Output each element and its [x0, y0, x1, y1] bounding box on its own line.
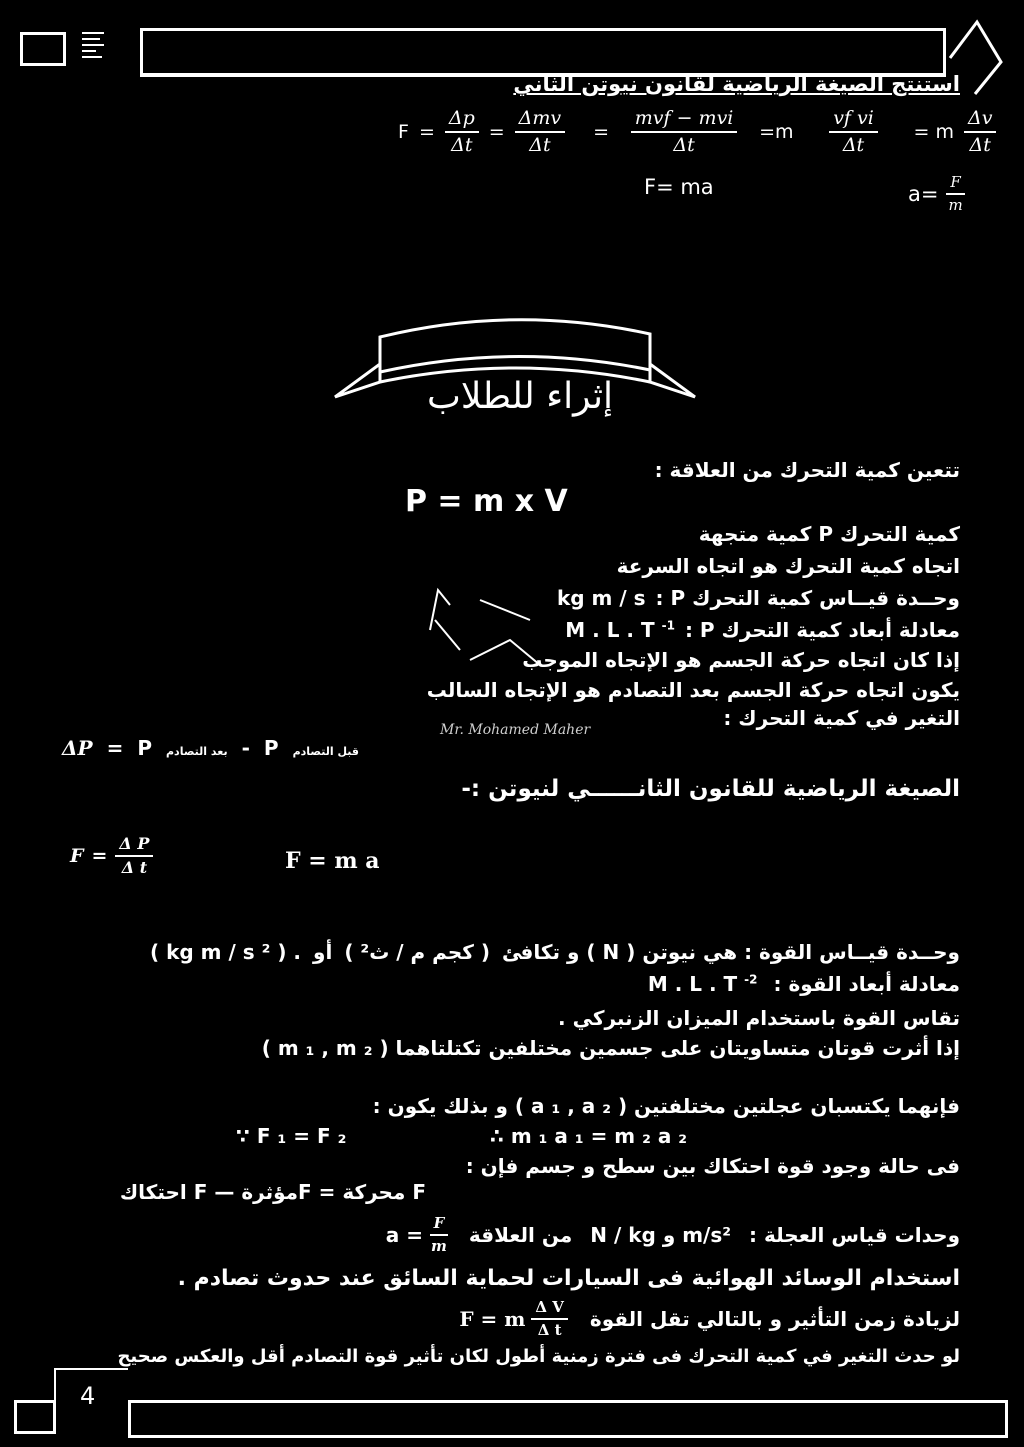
momentum-formula: P = m x V	[405, 484, 568, 519]
frac-velocity-diff: $\frac{\text{vf vi}}{\Delta t}$	[804, 109, 904, 155]
top-left-square	[20, 32, 66, 66]
therefore-equation: ∴ m ₁ a ₁ = m ₂ a ₂	[490, 1124, 688, 1148]
force-unit-line: وحــدة قيــاس القوة : هي نيوتن ( N ) و تكافئ ( كجم م / ث² ) أو ( kg m / s ² ) .	[149, 940, 960, 964]
page-number: 4	[80, 1382, 96, 1410]
derivation-equation: F = $\frac{\Delta p}{\Delta t}$ = $\frac{\text{Δmv}}{\Delta t}$ = $\frac{\text{mvf − mvi}}{\Delta t}$ =m $\frac{\text{vf vi}}{\Delta t}$ = m $\frac{\Delta v}{\Delta t}$	[398, 106, 996, 158]
menu-lines-icon	[80, 28, 108, 64]
impact-time-line: لزيادة زمن التأثير و بالتالي تقل القوة F = m $\frac{\text{Δ V}}{\text{Δ t}}$	[459, 1298, 960, 1339]
airbag-line: استخدام الوسائد الهوائية فى السيارات لحماية السائق عند حدوث تصادم .	[177, 1266, 960, 1291]
banner-title: إثراء للطلاب	[426, 376, 614, 417]
reverse-line: لو حدث التغير في كمية التحرك فى فترة زمنية أطول لكان تأثير قوة التصادم أقل والعكس صحيح	[117, 1346, 960, 1367]
top-bar	[140, 28, 946, 77]
second-law-ma: F = m a	[285, 848, 380, 874]
second-law-title: الصيغة الرياضية للقانون الثانــــــي لنيوتن :-	[461, 776, 960, 802]
momentum-intro: تتعين كمية التحرك من العلاقة :	[654, 458, 960, 482]
net-force: F محركة = Fمؤثرة — F احتكاك	[119, 1180, 426, 1204]
bottom-bar	[128, 1400, 1008, 1438]
frac-dv-dt: $\frac{\Delta v}{\Delta t}$	[964, 109, 996, 155]
momentum-line-1: كمية التحرك P كمية متجهة	[698, 522, 960, 546]
collision-sketch	[420, 560, 560, 690]
because-equation: ∵ F ₁ = F ₂	[236, 1124, 347, 1148]
frac-momentum-diff: $\frac{\text{mvf − mvi}}{\Delta t}$	[619, 109, 749, 155]
frac-dp-dt: $\frac{\Delta p}{\Delta t}$	[445, 109, 479, 155]
momentum-line-6: يكون اتجاه حركة الجسم بعد التصادم هو الإتجاه السالب	[426, 678, 960, 702]
force-accel-line: فإنهما يكتسبان عجلتين مختلفتين ( a ₁ , a ₂ ) و بذلك يكون :	[372, 1094, 960, 1118]
momentum-line-2: اتجاه كمية التحرك هو اتجاه السرعة	[616, 554, 960, 578]
momentum-change-equation: ΔP = P بعد التصادم - P قبل التصادم	[62, 736, 359, 760]
frac-dmv-dt: $\frac{\text{Δmv}}{\Delta t}$	[515, 109, 565, 155]
section-heading: استنتج الصيغة الرياضية لقانون نيوتن الثاني	[513, 72, 960, 96]
force-dim-line: معادلة أبعاد القوة : M . L . T $^{-2}$	[647, 972, 960, 996]
a-equals: a= $\frac{F}{m}$	[908, 175, 967, 213]
momentum-unit-line: وحــدة قيــاس كمية التحرك P : kg m / s	[556, 586, 960, 610]
force-measure: تقاس القوة باستخدام الميزان الزنبركي .	[558, 1006, 960, 1030]
force-equal: إذا أثرت قوتان متساويتان على جسمين مختلفين تكتلتاهما ( m ₁ , m ₂ )	[261, 1036, 960, 1060]
friction-case: فى حالة وجود قوة احتكاك بين سطح و جسم فإن :	[465, 1154, 960, 1178]
watermark: Mr. Mohamed Maher	[440, 722, 591, 738]
momentum-line-5: إذا كان اتجاه حركة الجسم هو الإتجاه الموجب	[522, 648, 960, 672]
bottom-left-square	[14, 1400, 56, 1434]
f-equals-ma: F= ma	[644, 175, 714, 199]
momentum-line-7: التغير في كمية التحرك :	[723, 706, 960, 730]
momentum-dim-line: معادلة أبعاد كمية التحرك P : M . L . T $^{-1}$	[565, 618, 960, 642]
second-law-frac: F = $\frac{\text{Δ P}}{\text{Δ t}}$	[70, 836, 153, 876]
f-symbol: F	[398, 121, 409, 143]
accel-units-line: وحدات قياس العجلة : m/s² و N / kg من العلاقة a = $\frac{F}{m}$	[385, 1214, 960, 1255]
